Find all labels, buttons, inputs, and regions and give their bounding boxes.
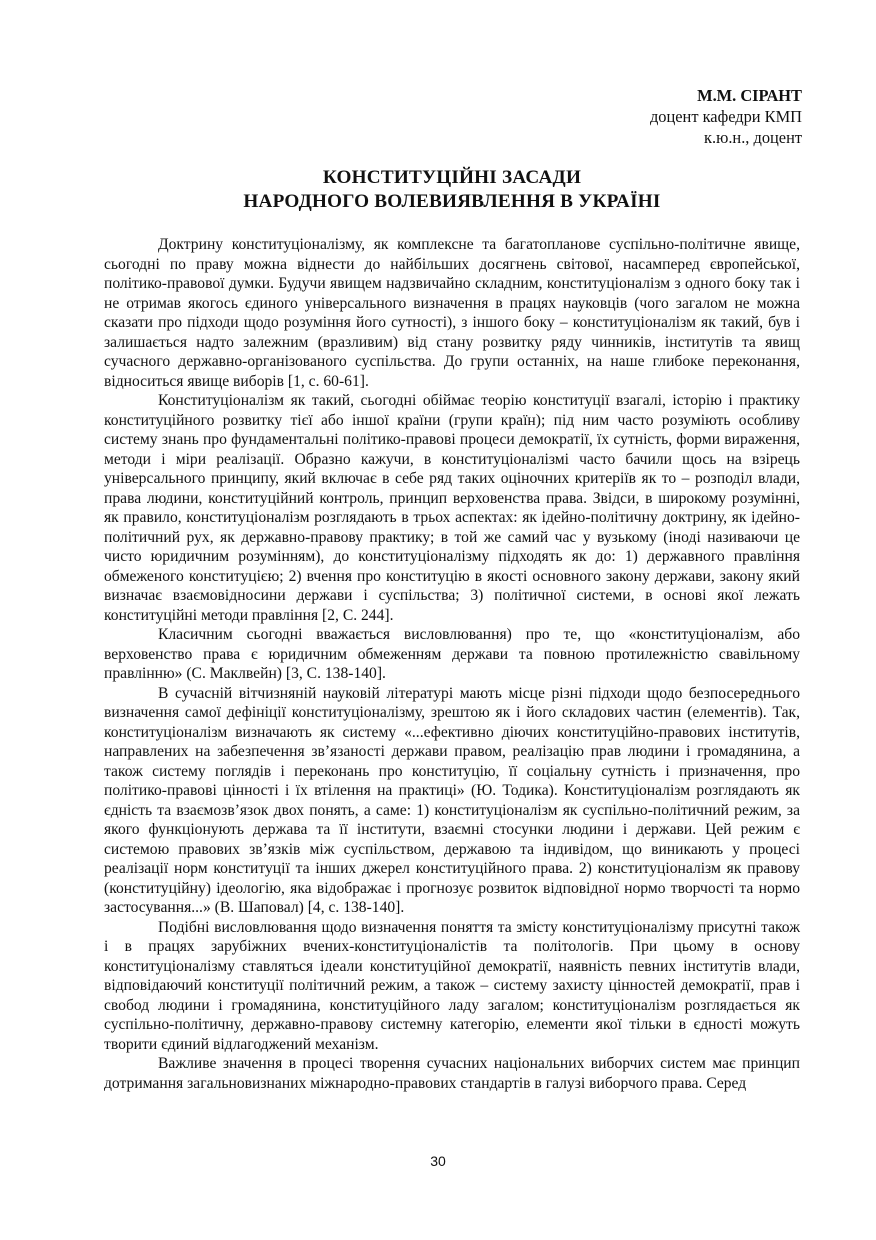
paragraph: В сучасній вітчизняній науковій літературі мають місце різні підходи щодо безпосереднього визначення самої дефініції конституціоналізму, зрештою як і його складових частин (елементів). Так, конституціоналізм визначають як систему «...ефективно діючих конституційно-правових інститутів, направлених на забезпечення зв’язаності держави правом, реалізацію прав людини і громадянина, а також систему поглядів і переконань про конституцію, її соціальну сутність і призначення, про політико-правові цінності і їх втілення на практиці» (Ю. Тодика). Конституціоналізм розглядають як єдність та взаємозв’язок двох понять, а саме: 1) конституціоналізм як суспільно-політичний режим, за якого функціонують держава та її інститути, взаємні стосунки людини і держави. Цей режим є системою правових зв’язків між суспільством, державою та індивідом, що виникають у процесі реалізації норм конституції та інших джерел конституційного права. 2) конституціоналізм як правову (конституційну) ідеологію, яка відображає і прогнозує розвиток відповідної нормо творчості та нормо застосування...» (В. Шаповал) [4, с. 138-140]. xyxy=(104,684,800,916)
title-line-2: НАРОДНОГО ВОЛЕВИЯВЛЕННЯ В УКРАЇНІ xyxy=(243,191,661,212)
title-line-1: КОНСТИТУЦІЙНІ ЗАСАДИ xyxy=(322,167,582,188)
paragraph: Доктрину конституціоналізму, як комплексне та багатопланове суспільно-політичне явище, сьогодні по праву можна віднести до найбільших досягнень світової, насамперед європейської, політико-правової думки. Будучи явищем надзвичайно складним, конституціоналізм з одного боку так і не отримав якогось єдиного універсального визначення в працях науковців (чого загалом не можна сказати про підходи щодо розуміння його сутності), з іншого боку – конституціоналізм як такий, був і залишається надто залежним (вразливим) від стану розвитку ряду чинників, інститутів та явищ сучасного державно-організованого суспільства. До групи останніх, на наше глибоке переконання, відноситься явище виборів [1, с. 60-61]. xyxy=(104,236,800,390)
author-position: доцент кафедри КМП xyxy=(649,107,802,126)
article-title xyxy=(104,166,800,214)
paragraph: Подібні висловлювання щодо визначення поняття та змісту конституціоналізму присутні також і в працях зарубіжних вчених-конституціоналістів та політологів. При цьому в основу конституціоналізму ставляться ідеали конституційної демократії, наявність певних інститутів влади, відповідаючий конституції політичний режим, а також – систему захисту цінностей демократії, прав і свобод людини і громадянина, конституційного ладу загалом; конституціоналізм розглядається як суспільно-політичну, державно-правову системну категорію, елементи якої тільки в єдності можуть творити єдиний відлагоджений механізм. xyxy=(104,918,800,1053)
paragraph: Класичним сьогодні вважається висловлювання) про те, що «конституціоналізм, або верховенство права є юридичним обмеженням держави та повною протилежністю свавільному правлінню» (С. Маклвейн) [3, С. 138-140]. xyxy=(104,626,800,682)
paragraph: Важливе значення в процесі творення сучасних національних виборчих систем має принцип дотримання загальновизнаних міжнародно-правових стандартів в галузі виборчого права. Серед xyxy=(104,1055,800,1092)
paragraph: Конституціоналізм як такий, сьогодні обіймає теорію конституції взагалі, історію і практику конституційного розвитку тієї або іншої країни (групи країн); під ним часто розуміють особливу систему знань про фундаментальні політико-правові процеси демократії, їх сутність, форми вираження, методи і міри реалізації. Образно кажучи, в конституціоналізмі часто бачили щось на взірець універсального принципу, який включає в себе ряд таких оціночних критеріїв як то – розподіл влади, права людини, конституційний контроль, принцип верховенства права. Звідси, в широкому розумінні, як правило, конституціоналізм розглядають в трьох аспектах: як ідейно-політичну доктрину, як ідейно-політичний рух, як державно-правову практику; в той же самий час у вузькому (іноді називаючи це чисто юридичним розумінням), до конституціоналізму підходять як до: 1) державного правління обмеженого конституцією; 2) вчення про конституцію в якості основного закону держави, закону який визначає взаємовідносини держави і суспільства; 3) політичної системи, в основі якої лежать конституційні методи правління [2, С. 244]. xyxy=(104,392,800,624)
article-body xyxy=(104,235,800,1093)
author-name: М.М. СІРАНТ xyxy=(697,86,802,105)
author-block xyxy=(402,85,802,148)
author-degree: к.ю.н., доцент xyxy=(704,128,802,147)
page-number: 30 xyxy=(430,1153,446,1169)
